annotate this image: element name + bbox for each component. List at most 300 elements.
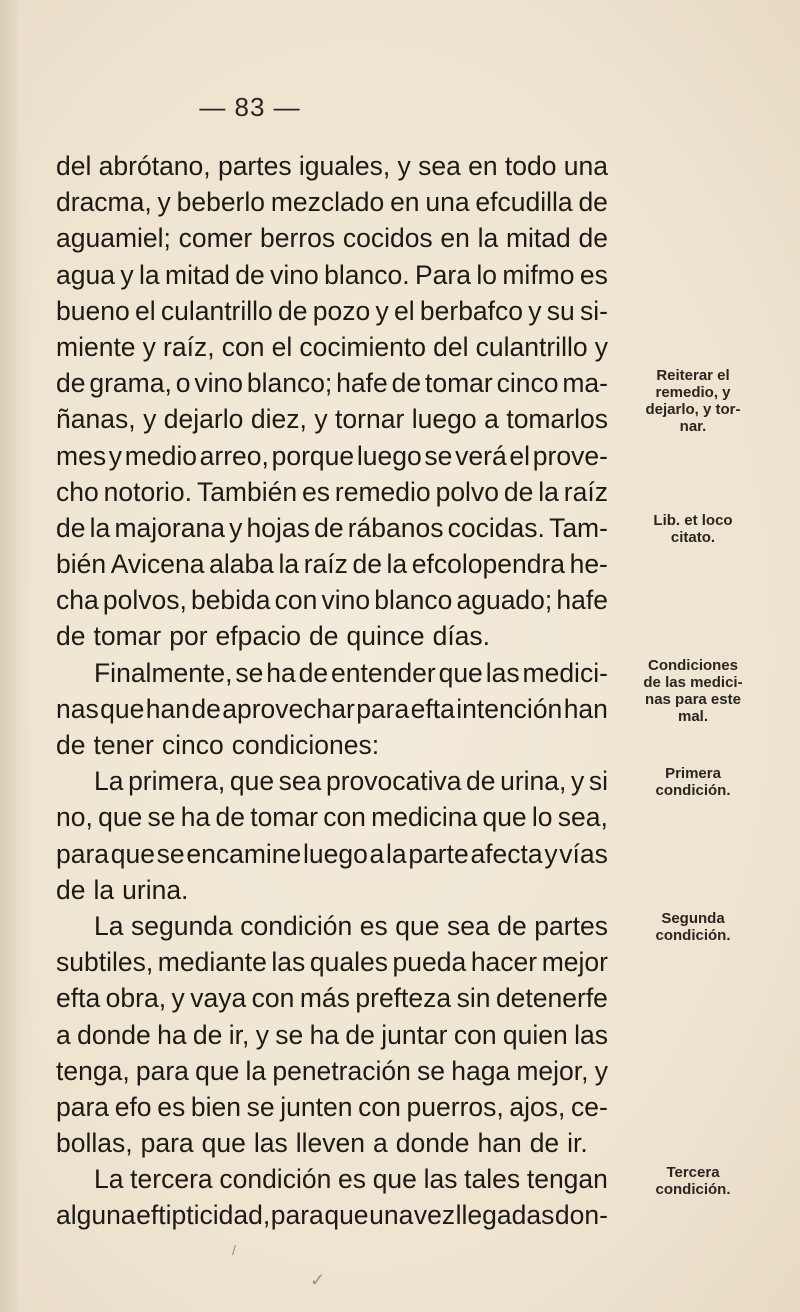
word: sea	[278, 766, 322, 797]
word: mejor,	[516, 1055, 589, 1086]
word: el	[134, 295, 156, 326]
word: sea,	[557, 802, 608, 833]
text-line	[56, 1017, 608, 1053]
margin-note-line: de las medici-	[643, 673, 743, 691]
margin-note-line: nar.	[679, 418, 707, 436]
margin-note-line: Segunda	[661, 910, 725, 928]
word: donde	[77, 1019, 151, 1050]
word: cocimiento	[299, 331, 427, 362]
word: es	[338, 1164, 366, 1195]
word: la	[89, 512, 111, 543]
word: la	[386, 549, 408, 580]
word: hafe	[336, 368, 388, 399]
word: se	[235, 657, 264, 688]
word: ir,	[228, 1019, 250, 1050]
word: mitad	[165, 259, 230, 290]
word: tomar	[424, 368, 493, 399]
text-line	[56, 691, 608, 727]
word: don-	[554, 1200, 608, 1231]
text-line	[56, 1197, 608, 1233]
word: las	[485, 657, 520, 688]
word: y	[544, 838, 558, 869]
word: ha	[157, 1019, 187, 1050]
word: y	[570, 766, 585, 797]
text-line	[56, 546, 608, 582]
word: y	[142, 331, 156, 362]
word: remedio	[334, 476, 431, 507]
word: las	[271, 947, 306, 978]
word: del	[56, 151, 92, 181]
word: También	[196, 476, 298, 507]
word: las	[253, 1128, 288, 1159]
word: subtiles,	[56, 947, 154, 978]
word: condición	[240, 910, 353, 941]
word: intención	[456, 693, 563, 724]
word: cinco	[496, 368, 559, 399]
margin-note	[618, 367, 768, 435]
word: polvo	[435, 476, 499, 507]
word: y	[229, 512, 243, 543]
word: raíz,	[163, 331, 215, 362]
text-line	[56, 1161, 608, 1197]
word: y	[143, 404, 157, 435]
word: detenerfe	[495, 983, 608, 1014]
margin-note-line: Primera	[665, 765, 721, 783]
word: que	[195, 1055, 240, 1086]
word: de	[56, 368, 86, 399]
word: para	[270, 1200, 324, 1231]
word: nas	[56, 693, 99, 724]
word: ajos,	[509, 1091, 566, 1122]
word: tengan	[526, 1164, 608, 1195]
word: con	[221, 331, 265, 362]
word: entender	[331, 657, 436, 688]
word: de	[503, 476, 534, 507]
word: mediante	[157, 947, 267, 978]
word: La	[94, 1164, 124, 1195]
word: de	[298, 657, 329, 688]
word: porque	[271, 440, 355, 471]
margin-note-line: remedio, y	[655, 384, 731, 402]
word: pueda	[392, 947, 467, 978]
word: efcolopendra	[411, 549, 565, 580]
margin-note	[618, 1164, 768, 1198]
word: segunda	[131, 910, 233, 941]
word: sin	[456, 983, 491, 1014]
word: prove-	[532, 440, 608, 471]
word: notorio.	[103, 476, 193, 507]
margin-note	[618, 910, 768, 944]
word: no,	[56, 802, 93, 833]
word: obra,	[105, 983, 167, 1014]
body-text	[56, 148, 608, 1234]
word: tercera	[130, 1164, 213, 1195]
word: efta	[56, 983, 101, 1014]
word: Avicena	[110, 549, 205, 580]
text-line	[56, 655, 608, 691]
word: quien	[502, 1019, 568, 1050]
text-line	[56, 618, 608, 654]
word: que	[110, 838, 155, 869]
word: que	[482, 802, 527, 833]
word: la	[245, 1055, 267, 1086]
word: se	[417, 1055, 446, 1086]
word: de	[56, 512, 86, 543]
word: efpacio	[215, 621, 301, 652]
word: blanco.	[324, 259, 410, 290]
word: eftipticidad,	[136, 1200, 271, 1231]
word: por	[169, 621, 208, 652]
word: y	[594, 1055, 608, 1086]
word: arreo,	[199, 440, 269, 471]
word: o	[175, 368, 191, 399]
word: llegadas	[455, 1200, 555, 1231]
word: su	[546, 295, 575, 326]
margin-note-line: citato.	[670, 529, 716, 546]
margin-note-line: mal.	[677, 707, 708, 725]
word: ha	[309, 1019, 340, 1050]
word: a	[369, 838, 385, 869]
word: de	[345, 1019, 375, 1050]
word: hafe	[556, 585, 608, 616]
word: y	[397, 151, 411, 181]
word: quales	[309, 947, 388, 978]
word: luego	[302, 838, 368, 869]
word: mifmo	[502, 259, 575, 290]
text-line	[56, 148, 608, 184]
text-line	[56, 329, 608, 365]
word: que	[324, 1200, 369, 1231]
word: he-	[569, 549, 608, 580]
word: y	[255, 1019, 269, 1050]
word: tener	[93, 730, 154, 760]
word: prefteza	[355, 983, 452, 1014]
word: ma-	[562, 368, 608, 399]
word: de	[309, 621, 339, 652]
word: para	[56, 838, 110, 869]
word: sea	[447, 910, 490, 941]
word: haga	[451, 1055, 511, 1086]
ink-mark: ✓	[310, 1270, 326, 1290]
word: para	[140, 1128, 194, 1159]
word: de	[578, 223, 608, 254]
word: ce-	[571, 1091, 608, 1122]
word: de	[578, 187, 608, 218]
word: tales	[464, 1164, 521, 1195]
word: berbafco	[419, 295, 524, 326]
word: con	[358, 1091, 401, 1122]
word: medio	[124, 440, 197, 471]
word: miente	[56, 331, 136, 362]
word: la	[477, 223, 499, 254]
word: encamine	[186, 838, 302, 869]
word: abrótano,	[98, 151, 211, 181]
margin-note-line: condición.	[655, 1180, 731, 1198]
margin-note	[618, 512, 768, 546]
word: con	[453, 1019, 497, 1050]
word: ha	[180, 802, 211, 833]
margin-note	[618, 657, 768, 725]
word: rábanos	[347, 512, 444, 543]
text-line	[56, 980, 608, 1016]
word: urina.	[122, 874, 189, 905]
word: alaba	[209, 549, 274, 580]
word: que	[395, 910, 440, 941]
text-line	[56, 401, 608, 437]
word: cinco	[161, 730, 224, 760]
word: todo	[504, 151, 557, 181]
word: Tam-	[549, 512, 608, 543]
text-line	[56, 763, 608, 799]
word: junten	[280, 1091, 353, 1122]
word: y	[171, 983, 185, 1014]
word: juntar	[381, 1019, 448, 1050]
word: raíz	[303, 549, 348, 580]
word: medicina	[371, 802, 478, 833]
word: han	[563, 693, 608, 724]
word: condición	[219, 1164, 332, 1195]
word: y	[120, 259, 134, 290]
word: cha	[56, 585, 99, 616]
word: a	[56, 1019, 71, 1050]
word: penetración	[272, 1055, 411, 1086]
word: días.	[432, 621, 491, 652]
word: han	[145, 693, 190, 724]
word: hacer	[470, 947, 538, 978]
word: efcudilla	[475, 187, 573, 218]
word: del	[433, 331, 469, 362]
word: afecta	[470, 838, 543, 869]
word: vino	[321, 585, 371, 616]
text-line	[56, 257, 608, 293]
text-line	[56, 1089, 608, 1125]
margin-note-line: Reiterar el	[656, 367, 730, 385]
word: y	[375, 295, 389, 326]
word: puerros,	[406, 1091, 504, 1122]
word: más	[299, 983, 350, 1014]
word: la	[138, 259, 160, 290]
word: tenga,	[56, 1055, 130, 1086]
text-line	[56, 293, 608, 329]
word: lleven	[295, 1128, 366, 1159]
word: verá	[455, 440, 507, 471]
word: que	[372, 1164, 417, 1195]
word: es	[302, 476, 331, 507]
text-line	[56, 438, 608, 474]
word: el	[509, 440, 531, 471]
word: a	[484, 404, 499, 435]
text-line	[56, 908, 608, 944]
word: que	[201, 1128, 246, 1159]
word: a	[373, 1128, 388, 1159]
word: de	[56, 874, 86, 905]
word: de	[56, 621, 86, 652]
word: blanco;	[246, 368, 333, 399]
word: bueno	[56, 295, 130, 326]
word: pozo	[312, 295, 371, 326]
word: las	[423, 1164, 458, 1195]
word: y	[314, 404, 328, 435]
word: una	[369, 1200, 414, 1231]
word: bollas,	[56, 1128, 133, 1159]
word: mejor	[541, 947, 608, 978]
word: de	[278, 295, 308, 326]
word: dejarlo	[163, 404, 244, 435]
word: tornar	[335, 404, 405, 435]
word: partes	[534, 910, 608, 941]
word: de	[466, 766, 496, 797]
word: que	[229, 766, 275, 797]
word: condiciones:	[231, 730, 380, 760]
word: de	[192, 1019, 223, 1050]
word: en	[468, 151, 498, 181]
word: raíz	[563, 476, 608, 507]
word: mes	[56, 440, 107, 471]
word: vez	[413, 1200, 456, 1231]
word: donde	[395, 1128, 470, 1159]
word: de	[215, 802, 245, 833]
word: con	[323, 802, 366, 833]
text-line	[56, 1125, 608, 1161]
word: vías	[559, 838, 608, 869]
word: y	[528, 295, 542, 326]
word: partes	[217, 151, 292, 181]
word: bebida	[190, 585, 271, 616]
word: Finalmente,	[94, 657, 233, 688]
word: hojas	[246, 512, 310, 543]
text-line	[56, 944, 608, 980]
word: majorana	[114, 512, 225, 543]
word: bien	[190, 1091, 241, 1122]
word: una	[563, 151, 608, 181]
word: de	[497, 910, 527, 941]
ink-mark: /	[232, 1242, 236, 1258]
text-line	[56, 220, 608, 256]
word: tomar	[93, 621, 162, 652]
word: luego	[411, 404, 477, 435]
word: lo	[531, 802, 553, 833]
word: grama,	[89, 368, 172, 399]
word: berros	[259, 223, 336, 254]
margin-note-line: Lib. et loco	[653, 512, 733, 529]
word: mezclado	[270, 187, 385, 218]
word: para	[56, 1091, 110, 1122]
word: de	[529, 1128, 560, 1159]
text-line	[56, 184, 608, 220]
text-line	[56, 836, 608, 872]
word: La	[94, 910, 124, 941]
word: se	[275, 1019, 304, 1050]
text-line	[56, 727, 608, 763]
word: una	[425, 187, 470, 218]
word: iguales,	[298, 151, 391, 181]
word: para	[135, 1055, 189, 1086]
word: la	[538, 476, 559, 507]
word: bién	[56, 549, 107, 580]
word: de	[56, 730, 86, 760]
word: vino	[194, 368, 243, 399]
word: las	[574, 1019, 608, 1050]
word: y	[157, 187, 171, 218]
word: Para	[414, 259, 471, 290]
word: culantrillo	[160, 295, 273, 326]
margin-note	[618, 765, 768, 799]
word: es	[157, 1091, 186, 1122]
word: con	[274, 585, 318, 616]
word: que	[98, 802, 143, 833]
word: mitad	[505, 223, 571, 254]
word: es	[579, 259, 608, 290]
word: se	[156, 838, 185, 869]
word: de	[352, 549, 382, 580]
word: La	[94, 766, 124, 797]
word: efta	[410, 693, 455, 724]
word: se	[424, 440, 453, 471]
word: de	[391, 368, 422, 399]
word: que	[100, 693, 145, 724]
word: efo	[114, 1091, 152, 1122]
word: la	[93, 874, 115, 905]
word: se	[246, 1091, 275, 1122]
word: el	[271, 331, 293, 362]
word: es	[359, 910, 388, 941]
margin-note-line: Condiciones	[647, 656, 738, 674]
text-line	[56, 1053, 608, 1089]
word: tomar	[250, 802, 318, 833]
word: han	[477, 1128, 522, 1159]
word: que	[438, 657, 483, 688]
word: con	[251, 983, 295, 1014]
word: provocativa	[325, 766, 462, 797]
text-line	[56, 365, 608, 401]
word: en	[390, 187, 420, 218]
word: luego	[356, 440, 422, 471]
word: cho	[56, 476, 99, 507]
text-line	[56, 582, 608, 618]
word: si	[588, 766, 608, 797]
word: en	[440, 223, 470, 254]
word: dracma,	[56, 187, 152, 218]
word: ha	[266, 657, 296, 688]
text-line	[56, 510, 608, 546]
word: cocidos	[342, 223, 433, 254]
margin-note-line: Tercera	[666, 1163, 720, 1181]
text-line	[56, 872, 608, 908]
word: el	[394, 295, 415, 326]
word: agua	[56, 259, 115, 290]
word: quince	[346, 621, 425, 652]
word: vaya	[190, 983, 247, 1014]
word: tomarlos	[506, 404, 608, 435]
word: culantrillo	[475, 331, 588, 362]
word: ñanas,	[56, 404, 136, 435]
word: si-	[580, 295, 608, 326]
word: aprovechar	[222, 693, 355, 724]
word: aguamiel;	[56, 223, 171, 254]
word: y	[594, 331, 608, 362]
word: de	[314, 512, 344, 543]
word: parte	[408, 838, 469, 869]
word: se	[147, 802, 176, 833]
word: la	[278, 549, 300, 580]
word: urina,	[500, 766, 567, 797]
word: sea	[418, 151, 461, 181]
word: de	[235, 259, 265, 290]
word: cocidas.	[447, 512, 545, 543]
word: polvos,	[102, 585, 187, 616]
margin-note-line: dejarlo, y tor-	[645, 401, 741, 419]
word: vino	[270, 259, 319, 290]
